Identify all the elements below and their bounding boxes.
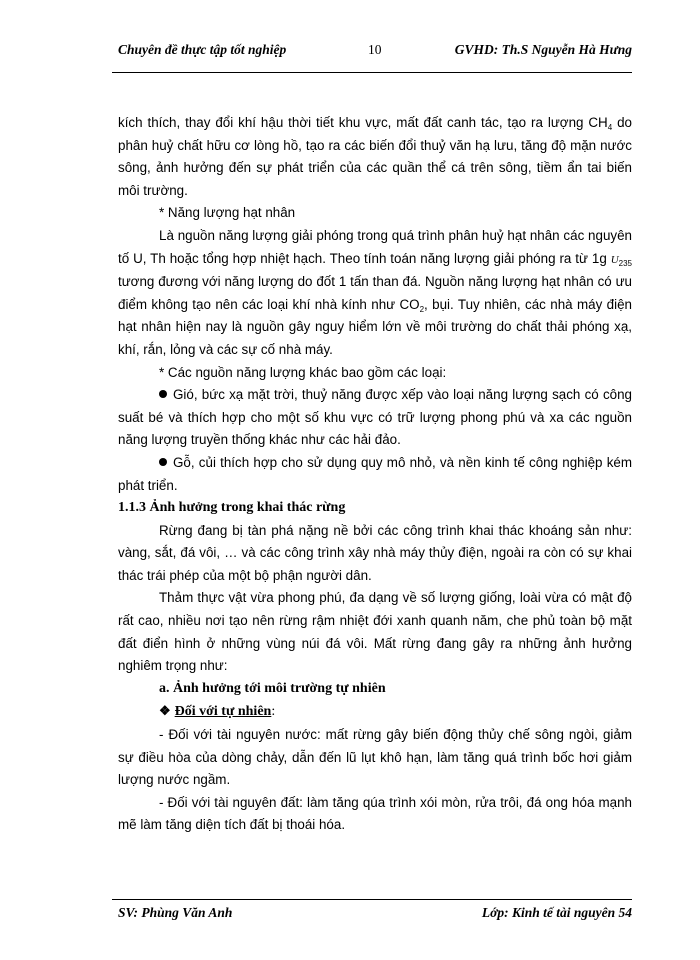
- paragraph-water-resources: - Đối với tài nguyên nước: mất rừng gây biến động thủy chế sông ngòi, giảm sự điều hòa của dòng chảy, dẫn đến lũ lụt khô hạn, làm tăng quá trình bốc hơi giảm lượng nước ngầm.: [118, 727, 632, 788]
- header-supervisor: GVHD: Th.S Nguyễn Hà Hưng: [454, 42, 632, 57]
- page-number: 10: [368, 42, 382, 57]
- bullet-item-renewable: Gió, bức xạ mặt trời, thuỷ năng được xếp vào loại năng lượng sạch có công suất bé và thích hợp cho một số khu vực có trữ lượng phong phú và xa các nguồn năng lượng truyền thống khác như các hải đảo.: [118, 387, 632, 448]
- paragraph-forest-exploitation: Rừng đang bị tàn phá nặng nề bởi các công trình khai thác khoáng sản như: vàng, sắt, đá vôi, … và các công trình xây nhà máy thủy điện, ngoài ra còn có sự khai thác trái phép của một bộ phận người dân.: [118, 522, 632, 583]
- section-heading-1-1-3: 1.1.3 Ảnh hưởng trong khai thác rừng: [118, 500, 346, 516]
- paragraph-vegetation: Thảm thực vật vừa phong phú, đa dạng về số lượng giống, loài vừa có mật độ rất cao, nhiều nơi tạo nên rừng rậm nhiệt đới xanh quanh năm, che phủ toàn bộ mặt đất điển hình ở những vùng núi đá vôi. Mất rừng đang gây ra những ảnh hưởng nghiêm trọng như:: [118, 590, 632, 674]
- paragraph-nuclear: Là nguồn năng lượng giải phóng trong quá trình phân huỷ hạt nhân các nguyên tố U, Th hoặc tổng hợp nhiệt hạch. Theo tính toán năng lượng giải phóng ra từ 1g $U_{235}$ tương đương với năng lượng do đốt 1 tấn than đá. Nguồn năng lượng hạt nhân có ưu điểm không tạo nên các loại khí nhà kính như $CO_2$, bụi. Tuy nhiên, các nhà máy điện hạt nhân hiện nay là nguồn gây nguy hiểm lớn về môi trường do chất thải phóng xạ, khí, rắn, lỏng và các sự cố nhà máy.: [118, 227, 633, 357]
- footer-student: SV: Phùng Văn Anh: [118, 905, 233, 920]
- diamond-bullet-icon: ❖: [159, 703, 171, 719]
- paragraph-land-resources: - Đối với tài nguyên đất: làm tăng qúa trình xói mòn, rửa trôi, đá ong hóa mạnh mẽ làm tăng diện tích đất bị thoái hóa.: [118, 794, 632, 833]
- paragraph-1: kích thích, thay đổi khí hậu thời tiết khu vực, mất đất canh tác, tạo ra lượng $CH_4$ do phân huỷ chất hữu cơ lòng hồ, tạo ra các biến đổi thuỷ văn hạ lưu, tăng độ mặn nước sông, ảnh hưởng đến sự phát triển của các quần thể cá trên sông, tiềm ẩn tai biến môi trường.: [118, 115, 632, 198]
- page-body: [118, 112, 632, 837]
- subsection-heading-nature: ❖ Đối với tự nhiên:: [159, 703, 276, 720]
- footer-rule: [112, 899, 632, 900]
- paragraph-nuclear-heading: * Năng lượng hạt nhân: [159, 205, 296, 221]
- bullet-icon: [159, 390, 167, 398]
- page-footer: [112, 905, 632, 925]
- bullet-item-wood: Gỗ, củi thích hợp cho sử dụng quy mô nhỏ, và nền kinh tế công nghiệp kém phát triển.: [118, 454, 632, 493]
- paragraph-other-sources: * Các nguồn năng lượng khác bao gồm các loại:: [159, 364, 447, 380]
- header-rule: [112, 72, 632, 73]
- subsection-heading-a: a. Ảnh hưởng tới môi trường tự nhiên: [159, 680, 386, 696]
- bullet-icon: [159, 458, 167, 466]
- page-header: [112, 42, 632, 62]
- footer-class: Lớp: Kinh tế tài nguyên 54: [481, 905, 632, 920]
- header-title: Chuyên đề thực tập tốt nghiệp: [118, 42, 287, 57]
